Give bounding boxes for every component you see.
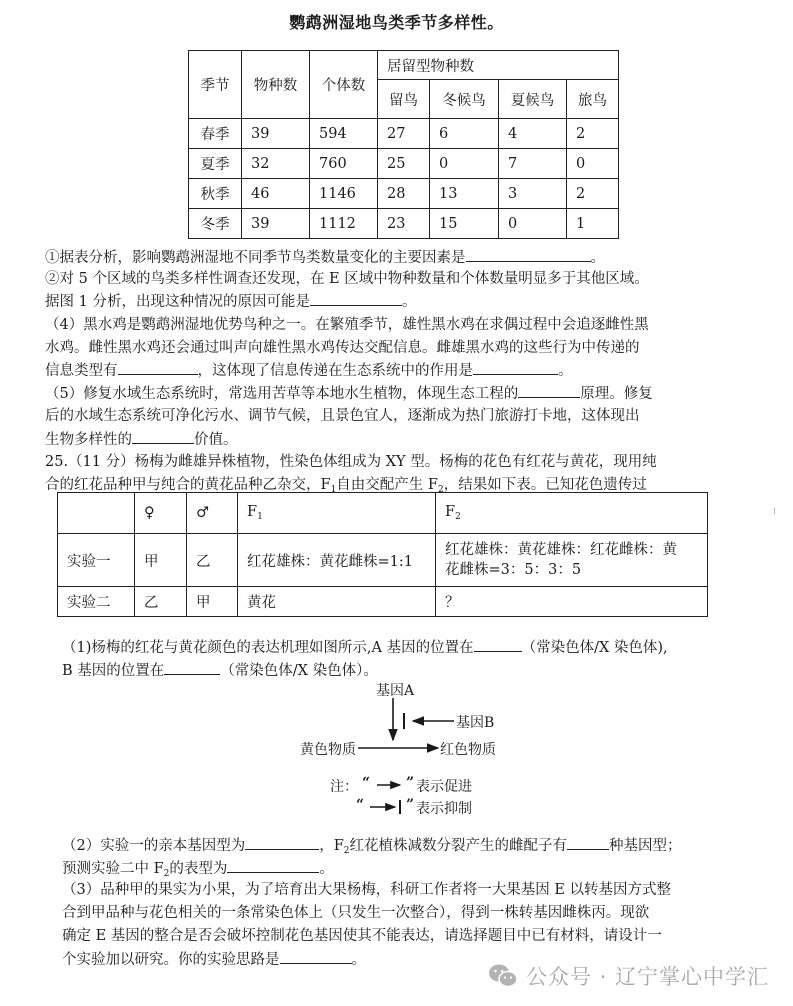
cell-winter: 15 — [430, 209, 499, 239]
cell-experiment-label: 实验二 — [58, 587, 135, 617]
answer-blank[interactable] — [118, 359, 198, 375]
cell-season: 秋季 — [189, 179, 242, 209]
q25-2-line1: （2）实验一的亲本基因型为 ，$F_2$红花植株减数分裂产生的雌配子有 种基因型； — [62, 834, 772, 862]
header-f1: $F_1$ — [238, 493, 436, 534]
q25-1-line1: （1)杨梅的红花与黄花颜色的表达机理如图所示,A 基因的位置在 （常染色体/X 染色体), — [62, 636, 772, 659]
q25-3-line3: 确定 E 基因的整合是否会破坏控制花色基因使其不能表达，请选择题目中已有材料，请设计一 — [62, 928, 662, 944]
cell-female: 乙 — [135, 587, 187, 617]
table-row — [189, 119, 619, 149]
q24-4-line2: 水鸡。雌性黑水鸡还会通过叫声向雄性黑水鸡传达交配信息。雌雄黑水鸡的这些行为中传递的 — [45, 340, 640, 356]
cell-passage: 2 — [567, 179, 619, 209]
header-species-count: 物种数 — [242, 51, 310, 119]
note-promote: 表示促进 — [416, 779, 472, 795]
cell-passage: 0 — [567, 149, 619, 179]
q24-part1: ①据表分析，影响鹦鹉洲湿地不同季节鸟类数量变化的主要因素是 。 — [45, 246, 755, 269]
cell-male: 乙 — [187, 534, 238, 587]
q25-3-line1: （3）品种甲的果实为小果，为了培育出大果杨梅，科研工作者将一大果基因 E 以转基因方式整 — [62, 882, 672, 898]
cell-summer: 3 — [499, 179, 567, 209]
header-f2: $F_2$ — [436, 493, 708, 534]
cell-species: 32 — [242, 149, 310, 179]
note-label: 注： — [330, 779, 358, 795]
answer-blank[interactable] — [473, 359, 558, 375]
cell-female: 甲 — [135, 534, 187, 587]
cell-species: 46 — [242, 179, 310, 209]
margin-mark: ⁞ — [773, 507, 776, 517]
answer-blank[interactable] — [474, 636, 522, 652]
header-female: ♀ — [135, 493, 187, 534]
gene-b-label: 基因B — [456, 715, 495, 731]
close-quote: ” — [406, 775, 415, 791]
answer-blank[interactable] — [227, 857, 319, 873]
cell-f2: ？ — [436, 587, 708, 617]
cell-f1: 黄花 — [238, 587, 436, 617]
cell-individuals: 594 — [310, 119, 378, 149]
q24-4-line3: 信息类型有 ，这体现了信息传递在生态系统中的作用是 。 — [45, 359, 755, 382]
header-male: ♂ — [187, 493, 238, 534]
answer-blank[interactable] — [310, 290, 402, 306]
watermark-text: 公众号 · 辽宁掌心中学汇 — [526, 965, 770, 989]
answer-blank[interactable] — [164, 659, 220, 675]
cell-season: 冬季 — [189, 209, 242, 239]
header-winter-visitor: 冬候鸟 — [430, 80, 499, 119]
cell-resident: 23 — [378, 209, 430, 239]
cell-summer: 0 — [499, 209, 567, 239]
answer-blank[interactable] — [567, 834, 609, 850]
cell-f2: 红花雄株：黄花雄株：红花雌株：黄 花雌株=3：5：3：5 — [436, 534, 708, 587]
q25-3-line2: 合到甲品种与花色相关的一条常染色体上（只发生一次整合），得到一株转基因雌株丙。现欲 — [62, 905, 650, 921]
yellow-substance-label: 黄色物质 — [300, 742, 356, 758]
q24-5-line1: （5）修复水域生态系统时，常选用苦草等本地水生植物，体现生态工程的 原理。修复 — [45, 382, 755, 405]
q25-intro-line1: 25.（11 分）杨梅为雌雄异株植物，性染色体组成为 XY 型。杨梅的花色有红花与黄花，现用纯 — [45, 454, 657, 470]
cell-species: 39 — [242, 209, 310, 239]
cell-individuals: 1146 — [310, 179, 378, 209]
header-blank — [58, 493, 135, 534]
cell-winter: 6 — [430, 119, 499, 149]
wechat-icon — [488, 963, 518, 989]
header-resident: 留鸟 — [378, 80, 430, 119]
q24-part2-line2: 据图 1 分析，出现这种情况的原因可能是 。 — [45, 290, 755, 313]
answer-blank[interactable] — [280, 948, 352, 964]
cell-individuals: 760 — [310, 149, 378, 179]
close-quote: ” — [406, 797, 415, 813]
table-row — [189, 149, 619, 179]
q25-3-line4: 个实验加以研究。你的实验思路是 。 — [62, 948, 772, 971]
cell-individuals: 1112 — [310, 209, 378, 239]
cell-passage: 1 — [567, 209, 619, 239]
q24-4-line1: （4）黑水鸡是鹦鹉洲湿地优势鸟种之一。在繁殖季节，雄性黑水鸡在求偶过程中会追逐雌性黑 — [45, 317, 649, 333]
cell-resident: 28 — [378, 179, 430, 209]
note-inhibit: 表示抑制 — [416, 801, 472, 817]
gene-expression-diagram — [280, 676, 540, 816]
table-row — [189, 209, 619, 239]
watermark — [488, 956, 788, 996]
cell-resident: 25 — [378, 149, 430, 179]
header-resident-group: 居留型物种数 — [378, 51, 619, 80]
cell-summer: 4 — [499, 119, 567, 149]
table-row — [58, 534, 708, 587]
bird-diversity-table — [188, 50, 619, 239]
q24-part2-line1: ②对 5 个区域的鸟类多样性调查还发现，在 E 区域中物种数量和个体数量明显多于其他区域。 — [45, 271, 649, 287]
q24-5-line3: 生物多样性的 价值。 — [45, 428, 755, 451]
cell-season: 夏季 — [189, 149, 242, 179]
header-passage: 旅鸟 — [567, 80, 619, 119]
answer-blank[interactable] — [245, 834, 319, 850]
cell-species: 39 — [242, 119, 310, 149]
open-quote: “ — [356, 797, 365, 813]
cell-resident: 27 — [378, 119, 430, 149]
cell-experiment-label: 实验一 — [58, 534, 135, 587]
gene-a-label: 基因A — [376, 683, 415, 699]
answer-blank[interactable] — [466, 246, 591, 262]
q25-1-line2: B 基因的位置在 （常染色体/X 染色体）。 — [62, 659, 772, 682]
answer-blank[interactable] — [518, 382, 580, 398]
cell-passage: 2 — [567, 119, 619, 149]
header-individual-count: 个体数 — [310, 51, 378, 119]
cell-winter: 13 — [430, 179, 499, 209]
q25-intro-line2: 合的红花品种甲与纯合的黄花品种乙杂交，$F_1$自由交配产生 $F_2$，结果如下表。已知花色遗传过 — [45, 477, 647, 495]
cell-season: 春季 — [189, 119, 242, 149]
header-season: 季节 — [189, 51, 242, 119]
header-summer-visitor: 夏候鸟 — [499, 80, 567, 119]
cell-male: 甲 — [187, 587, 238, 617]
table-row — [189, 179, 619, 209]
q25-2-line2: 预测实验二中 $F_2$的表型为 。 — [62, 857, 772, 885]
red-substance-label: 红色物质 — [440, 742, 496, 758]
experiment-table — [57, 492, 708, 617]
answer-blank[interactable] — [132, 428, 194, 444]
open-quote: “ — [362, 775, 371, 791]
q24-5-line2: 后的水域生态系统可净化污水、调节气候，且景色宜人，逐渐成为热门旅游打卡地，这体现出 — [45, 408, 640, 424]
table-row — [58, 587, 708, 617]
cell-winter: 0 — [430, 149, 499, 179]
cell-summer: 7 — [499, 149, 567, 179]
table1-caption: 鹦鹉洲湿地鸟类季节多样性。 — [289, 13, 504, 32]
cell-f1: 红花雄株：黄花雌株=1:1 — [238, 534, 436, 587]
